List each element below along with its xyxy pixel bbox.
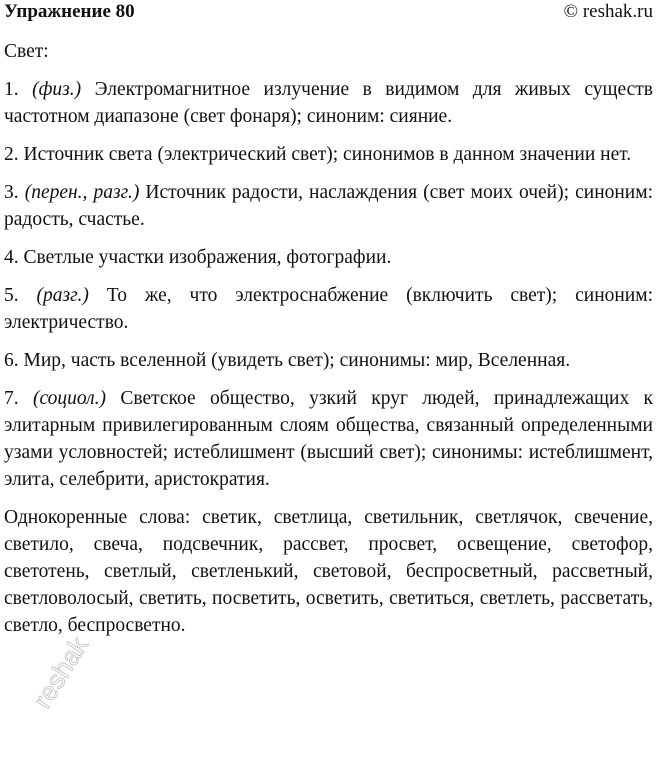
site-credit: © reshak.ru	[563, 1, 653, 22]
watermark-text: reshak	[27, 631, 94, 714]
definition-note: (разг.)	[36, 285, 89, 306]
definition-text: Источник радости, наслаждения (свет моих очей); синоним: радость, счастье.	[4, 182, 654, 230]
definition-text: Электромагнитное излучение в видимом для живых существ частотном диапазоне (свет фонаря); синоним: сияние.	[4, 79, 654, 127]
definition-text: Мир, часть вселенной (увидеть свет); синонимы: мир, Вселенная.	[23, 350, 571, 371]
definition-5	[4, 282, 653, 336]
definition-text: Источник света (электрический свет); синонимов в данном значении нет.	[23, 144, 632, 165]
answer-body	[4, 38, 653, 639]
definition-3	[4, 179, 653, 233]
related-words: Однокоренные слова: светик, светлица, светильник, светлячок, свечение, светило, свеча, подсвечник, рассвет, просвет, освещение, светофор, светотень, светлый, светленький, световой, беспросветный, рассветный, светловолосый, светить, посветить, осветить, светиться, светлеть, рассветать, светло, беспросветно.	[4, 507, 653, 636]
page-header	[0, 0, 657, 26]
definition-number: 7.	[4, 388, 19, 409]
definition-1	[4, 76, 653, 130]
exercise-title: Упражнение 80	[4, 1, 135, 22]
intro-word: Свет:	[4, 41, 49, 62]
definition-note: (социол.)	[32, 388, 107, 409]
definition-6	[4, 347, 653, 374]
definition-note: (физ.)	[32, 79, 82, 100]
definition-text: То же, что электроснабжение (включить свет); синоним: электричество.	[4, 285, 654, 333]
definition-7	[4, 385, 653, 493]
definition-4	[4, 244, 653, 271]
definition-2	[4, 141, 653, 168]
definition-number: 4.	[4, 247, 19, 268]
definition-number: 5.	[4, 285, 19, 306]
definition-number: 3.	[4, 182, 19, 203]
definition-number: 2.	[4, 144, 19, 165]
definition-note: (перен., разг.)	[24, 182, 140, 203]
definition-number: 1.	[4, 79, 19, 100]
definition-number: 6.	[4, 350, 19, 371]
definition-text: Светское общество, узкий круг людей, принадлежащих к элитарным привилегированным слоям общества, связанный определенными узами условностей; истеблишмент (высший свет); синонимы: истеблишмент, элита, селебрити, аристократия.	[4, 388, 654, 490]
definition-text: Светлые участки изображения, фотографии.	[23, 247, 392, 268]
